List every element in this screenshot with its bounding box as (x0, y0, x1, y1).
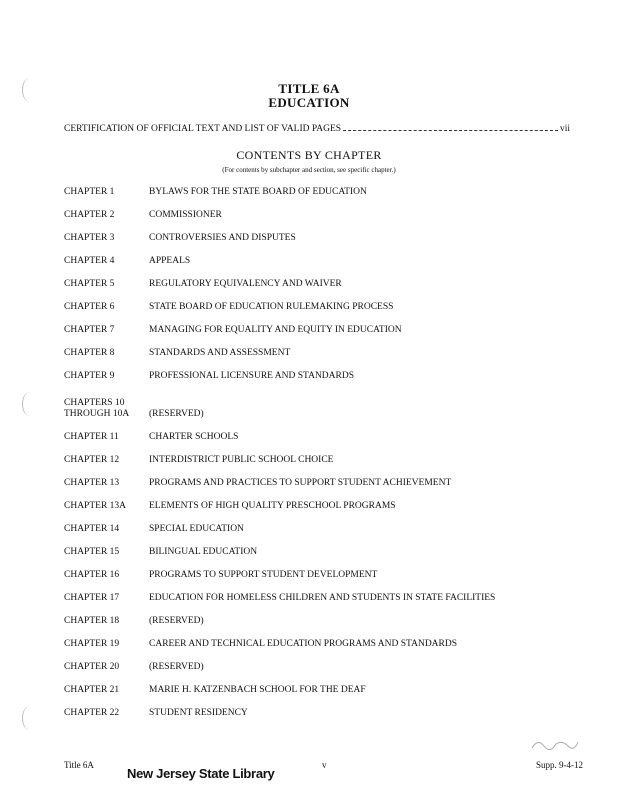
chapter-number (64, 570, 148, 581)
chapter-title: APPEALS (149, 256, 191, 266)
contents-heading: CONTENTS BY CHAPTER (236, 148, 382, 162)
chapter-title: BYLAWS FOR THE STATE BOARD OF EDUCATION (149, 187, 367, 197)
chapter-number (64, 524, 148, 535)
chapter-title: PROGRAMS TO SUPPORT STUDENT DEVELOPMENT (149, 570, 378, 580)
footer-page-number: v (322, 760, 327, 770)
chapter-number (64, 187, 148, 198)
chapter-number-line: CHAPTER 15 (64, 547, 120, 557)
chapter-number-line: CHAPTER 16 (64, 570, 120, 580)
chapter-number-line: CHAPTER 2 (64, 210, 115, 220)
chapter-title: COMMISSIONER (149, 210, 222, 220)
page-title: TITLE 6A (278, 81, 340, 96)
chapter-number-line: CHAPTERS 10 (64, 398, 125, 408)
footer-supplement: Supp. 9-4-12 (536, 760, 583, 770)
chapter-number (64, 639, 148, 650)
chapter-number-line: CHAPTER 17 (64, 593, 120, 603)
scribble-mark (530, 734, 580, 754)
chapter-number (64, 616, 148, 627)
chapter-title: MANAGING FOR EQUALITY AND EQUITY IN EDUCATION (149, 325, 402, 335)
certification-line[interactable] (64, 124, 570, 134)
chapter-number-line: CHAPTER 19 (64, 639, 120, 649)
page-subtitle: EDUCATION (268, 95, 350, 110)
chapter-number (64, 302, 148, 313)
chapter-title: (RESERVED) (149, 409, 204, 419)
chapter-title: EDUCATION FOR HOMELESS CHILDREN AND STUDENTS IN STATE FACILITIES (149, 593, 496, 603)
chapter-number (64, 547, 148, 558)
chapter-title: STUDENT RESIDENCY (149, 708, 248, 718)
chapter-title: STATE BOARD OF EDUCATION RULEMAKING PROCESS (149, 302, 394, 312)
chapter-title: REGULATORY EQUIVALENCY AND WAIVER (149, 279, 342, 289)
chapter-number (64, 501, 148, 512)
contents-note: (For contents by subchapter and section, see specific chapter.) (222, 166, 396, 174)
chapter-number (64, 685, 148, 696)
chapter-number-line: CHAPTER 20 (64, 662, 120, 672)
chapter-number-line: CHAPTER 14 (64, 524, 120, 534)
chapter-number (64, 325, 148, 336)
footer-title: Title 6A (64, 760, 94, 770)
chapter-title: MARIE H. KATZENBACH SCHOOL FOR THE DEAF (149, 685, 366, 695)
chapter-title: CONTROVERSIES AND DISPUTES (149, 233, 296, 243)
chapter-number (64, 662, 148, 673)
punch-hole-mark (22, 392, 37, 416)
chapter-title: STANDARDS AND ASSESSMENT (149, 348, 291, 358)
chapter-number-line: CHAPTER 13 (64, 478, 120, 488)
chapter-number (64, 256, 148, 267)
chapter-number-line: CHAPTER 18 (64, 616, 120, 626)
chapter-title: CAREER AND TECHNICAL EDUCATION PROGRAMS AND STANDARDS (149, 639, 458, 649)
chapter-number-line: CHAPTER 1 (64, 187, 115, 197)
chapter-title: ELEMENTS OF HIGH QUALITY PRESCHOOL PROGRAMS (149, 501, 396, 511)
chapter-number-line: CHAPTER 8 (64, 348, 115, 358)
contents-heading-block (0, 148, 618, 174)
dot-leader (343, 130, 558, 131)
certification-page: vii (559, 124, 570, 134)
chapter-number (64, 279, 148, 290)
chapter-title: CHARTER SCHOOLS (149, 432, 239, 442)
certification-text: CERTIFICATION OF OFFICIAL TEXT AND LIST OF VALID PAGES (64, 124, 342, 134)
chapter-title: PROGRAMS AND PRACTICES TO SUPPORT STUDENT ACHIEVEMENT (149, 478, 452, 488)
chapter-title: BILINGUAL EDUCATION (149, 547, 258, 557)
chapter-number (64, 478, 148, 489)
chapter-number-line: CHAPTER 5 (64, 279, 115, 289)
chapter-number-line: CHAPTER 3 (64, 233, 115, 243)
chapter-number-line: CHAPTER 21 (64, 685, 120, 695)
chapter-number-line: CHAPTER 6 (64, 302, 115, 312)
chapter-number-line: CHAPTER 22 (64, 708, 120, 718)
chapter-title: (RESERVED) (149, 616, 204, 626)
chapter-number-line: CHAPTER 11 (64, 432, 119, 442)
chapter-number (64, 348, 148, 359)
chapter-title: PROFESSIONAL LICENSURE AND STANDARDS (149, 371, 355, 381)
library-stamp: New Jersey State Library (127, 766, 275, 781)
chapter-number-line: CHAPTER 9 (64, 371, 115, 381)
chapter-title: SPECIAL EDUCATION (149, 524, 244, 534)
chapter-number-line: CHAPTER 12 (64, 455, 120, 465)
chapter-number-line: CHAPTER 13A (64, 501, 127, 511)
chapter-number-line: THROUGH 10A (64, 409, 130, 419)
chapter-number (64, 210, 148, 221)
chapter-number (64, 371, 148, 382)
punch-hole-mark (22, 706, 37, 730)
chapter-number (64, 233, 148, 244)
chapter-number-line: CHAPTER 4 (64, 256, 115, 266)
chapter-number (64, 593, 148, 604)
chapter-title: INTERDISTRICT PUBLIC SCHOOL CHOICE (149, 455, 334, 465)
title-block (0, 82, 618, 110)
chapter-number-line: CHAPTER 7 (64, 325, 115, 335)
chapter-title: (RESERVED) (149, 662, 204, 672)
chapter-number (64, 432, 148, 443)
chapter-number (64, 455, 148, 466)
chapter-number (64, 708, 148, 719)
chapter-number (64, 398, 148, 420)
